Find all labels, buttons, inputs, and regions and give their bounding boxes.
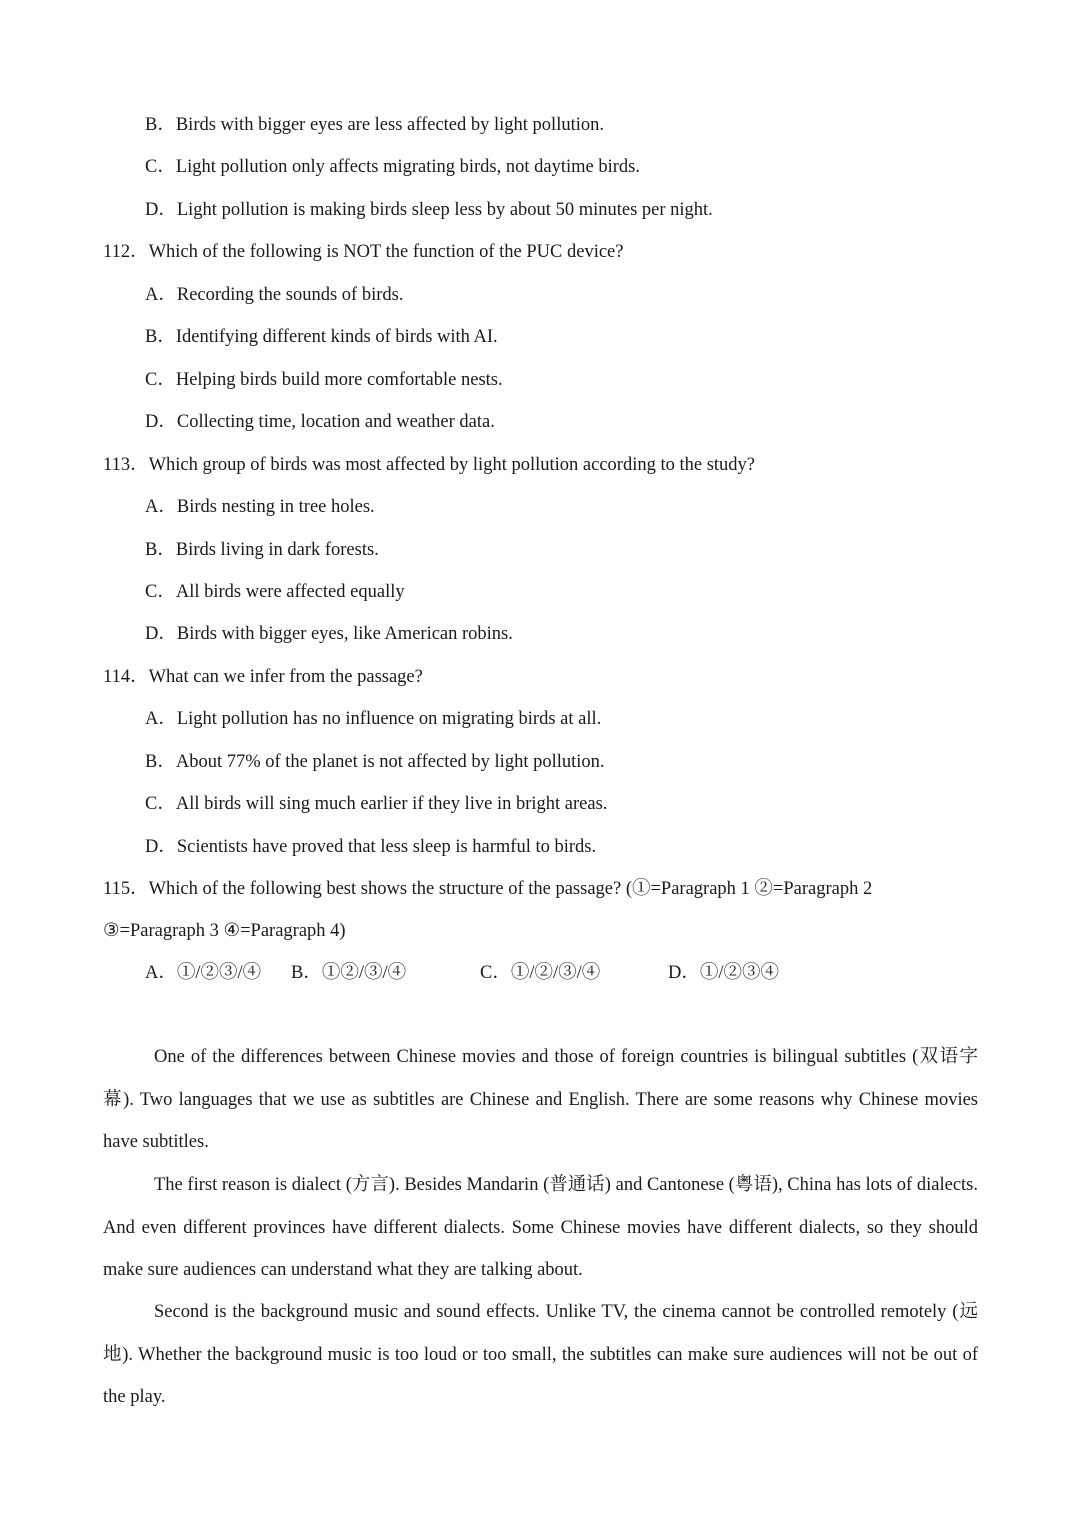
q115-option-b: B．①②/③/④ — [291, 963, 407, 983]
q113-option-b: B．Birds living in dark forests. — [145, 540, 379, 560]
q112-option-c: C．Helping birds build more comfortable nests. — [145, 370, 503, 390]
q113-stem: 113．Which group of birds was most affected by light pollution according to the study? — [103, 455, 755, 475]
q115-options-row — [0, 961, 1080, 985]
q115-stem-line-2: ③=Paragraph 3 ④=Paragraph 4) — [103, 921, 346, 941]
q112-stem: 112．Which of the following is NOT the function of the PUC device? — [103, 242, 624, 262]
q112-option-a: A．Recording the sounds of birds. — [145, 285, 404, 305]
q111-option-c: C．Light pollution only affects migrating birds, not daytime birds. — [145, 157, 640, 177]
q115-option-c: C．①/②/③/④ — [480, 963, 601, 983]
q114-option-b: B．About 77% of the planet is not affected by light pollution. — [145, 752, 605, 772]
q113-option-c: C．All birds were affected equally — [145, 582, 405, 602]
q112-option-d: D．Collecting time, location and weather data. — [145, 412, 495, 432]
q115-stem-line-1: 115．Which of the following best shows the structure of the passage? (①=Paragraph 1 ②=Paragraph 2 — [103, 879, 873, 899]
q114-option-d: D．Scientists have proved that less sleep is harmful to birds. — [145, 837, 597, 857]
q113-option-a: A．Birds nesting in tree holes. — [145, 497, 375, 517]
q112-option-b: B．Identifying different kinds of birds with AI. — [145, 327, 498, 347]
q115-option-a: A．①/②③/④ — [145, 963, 262, 983]
q114-stem: 114．What can we infer from the passage? — [103, 667, 423, 687]
q111-option-b: B．Birds with bigger eyes are less affected by light pollution. — [145, 115, 604, 135]
passage-paragraph-2: The first reason is dialect (方言). Besides Mandarin (普通话) and Cantonese (粤语), China has lots of dialects. And even different provinces have different dialects. Some Chinese movies have different dialects, so they should make sure audiences can understand what they are talking about. — [103, 1175, 978, 1280]
q115-option-d: D．①/②③④ — [668, 963, 780, 983]
q111-option-d: D．Light pollution is making birds sleep less by about 50 minutes per night. — [145, 200, 713, 220]
passage-paragraph-3: Second is the background music and sound effects. Unlike TV, the cinema cannot be controlled remotely (远地). Whether the background music is too loud or too small, the subtitles can make sure audiences will not be out of the play. — [103, 1302, 978, 1407]
q113-option-d: D．Birds with bigger eyes, like American robins. — [145, 624, 513, 644]
q114-option-c: C．All birds will sing much earlier if they live in bright areas. — [145, 794, 608, 814]
passage-paragraph-1: One of the differences between Chinese movies and those of foreign countries is bilingual subtitles (双语字幕). Two languages that we use as subtitles are Chinese and English. There are some reasons why Chinese movies have subtitles. — [103, 1047, 978, 1152]
q114-option-a: A．Light pollution has no influence on migrating birds at all. — [145, 709, 602, 729]
